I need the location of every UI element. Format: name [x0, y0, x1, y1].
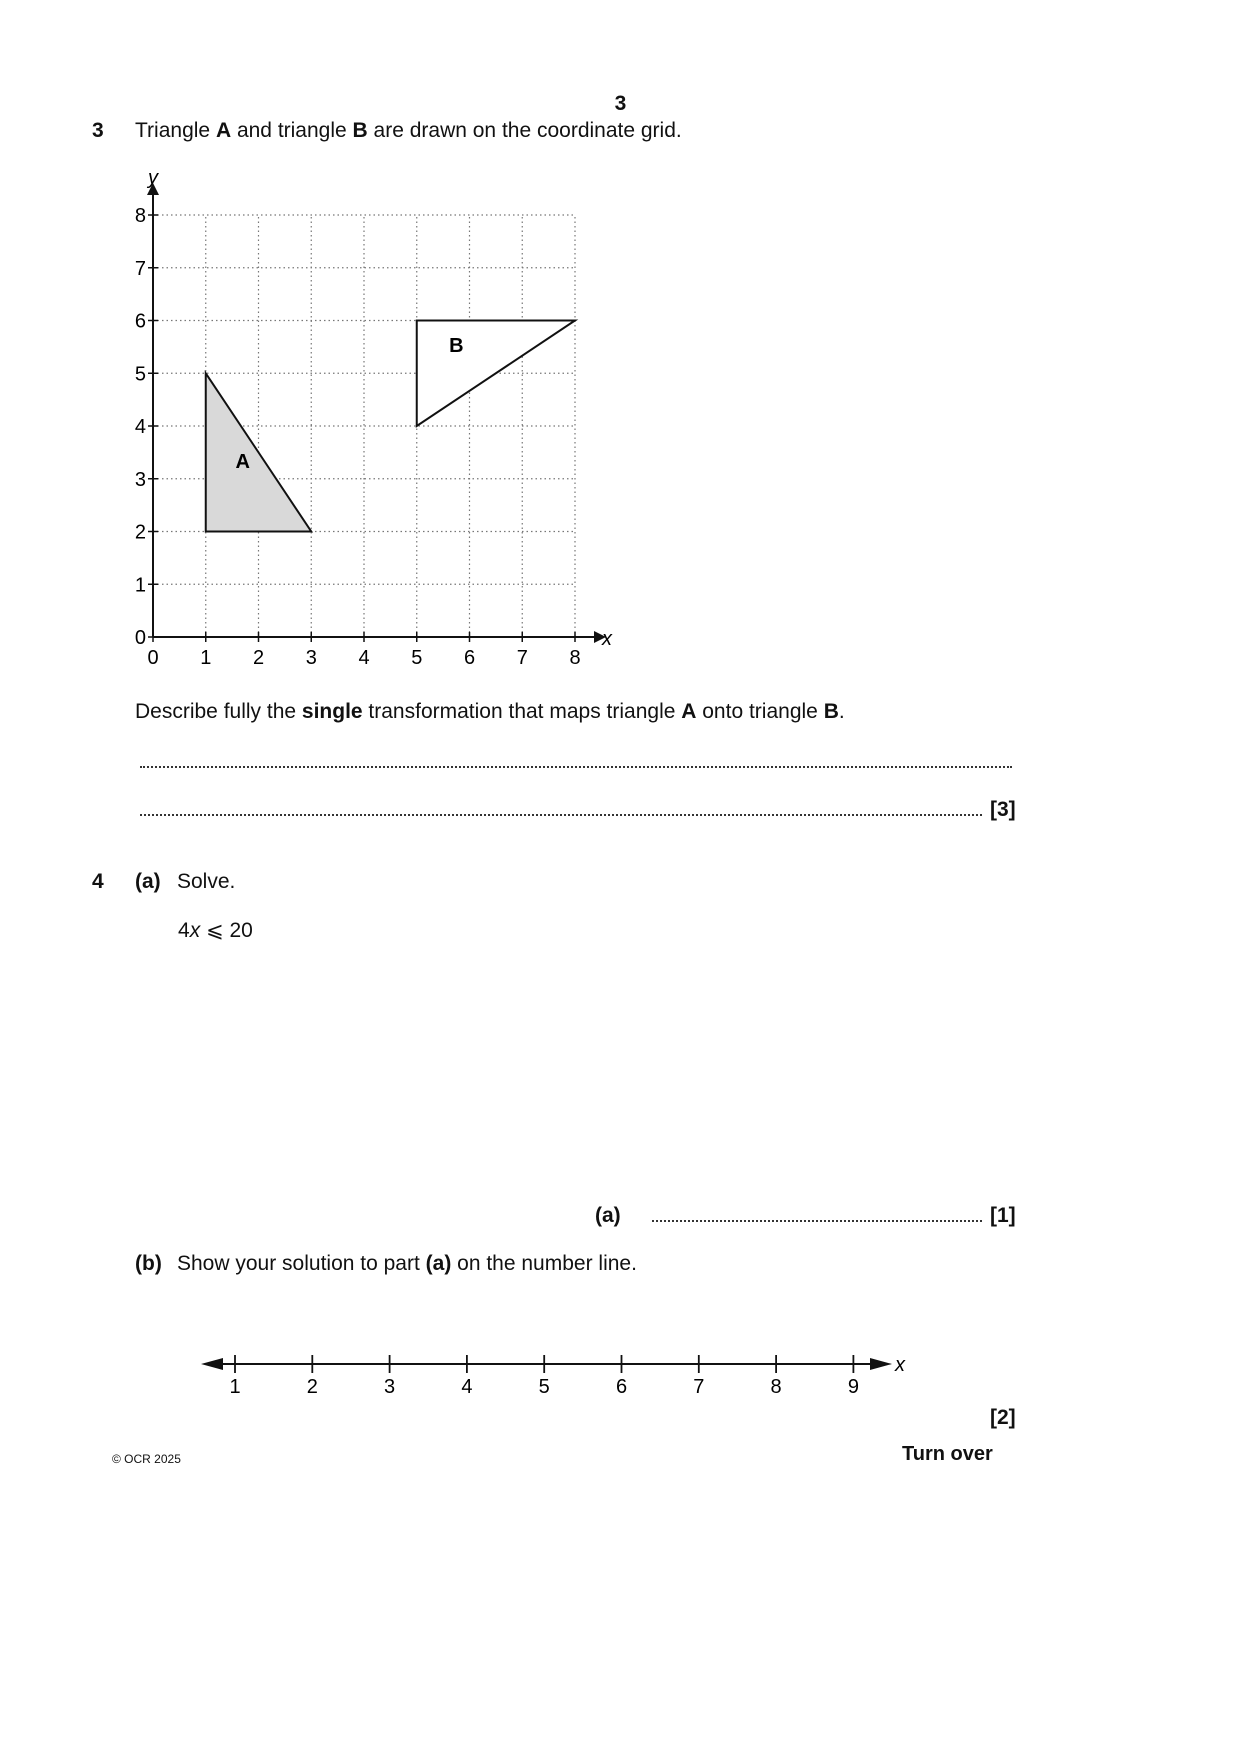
part-b-marks: [2]: [990, 1406, 1016, 1429]
question-3-marks: [3]: [990, 798, 1016, 821]
part-a-marks: [1]: [990, 1204, 1016, 1227]
y-tick-label: 2: [134, 521, 146, 544]
part-b-label: (b): [135, 1252, 162, 1275]
number-line-tick-label: 2: [306, 1376, 318, 1398]
x-tick-label: 6: [463, 647, 476, 669]
part-b-instruction: Show your solution to part (a) on the number line.: [177, 1252, 637, 1275]
number-line-tick-label: 9: [847, 1376, 859, 1398]
triangle-b: [417, 321, 575, 427]
number-line-tick-label: 5: [538, 1376, 550, 1398]
page-number: 3: [614, 92, 627, 115]
part-a-instruction: Solve.: [177, 870, 236, 893]
number-line-left-arrow: [201, 1358, 223, 1370]
number-line-tick-label: 8: [770, 1376, 782, 1398]
question-3-intro: Triangle A and triangle B are drawn on the coordinate grid.: [135, 119, 682, 142]
answer-a-label: (a): [595, 1204, 621, 1227]
y-tick-label: 0: [134, 627, 146, 649]
copyright: © OCR 2025: [112, 1452, 181, 1466]
x-tick-label: 8: [569, 647, 581, 669]
number-line-tick-label: 4: [461, 1376, 473, 1398]
number-line-right-arrow: [870, 1358, 892, 1370]
y-tick-label: 1: [134, 574, 146, 597]
x-tick-label: 0: [147, 647, 159, 669]
y-tick-label: 4: [134, 416, 146, 438]
number-line-tick-label: 6: [615, 1376, 628, 1398]
turn-over: Turn over: [902, 1443, 993, 1465]
answer-line-4a[interactable]: [652, 1220, 982, 1222]
question-4-number: 4: [92, 870, 104, 893]
inequality-expression: 4x ⩽ 20: [178, 919, 253, 942]
y-tick-label: 7: [134, 257, 146, 280]
x-tick-label: 5: [411, 647, 423, 669]
x-axis-label: x: [602, 628, 612, 650]
answer-line-3-1[interactable]: [140, 766, 1012, 768]
x-tick-label: 1: [200, 647, 212, 669]
y-tick-label: 5: [134, 363, 146, 386]
triangle-a-label: A: [235, 451, 250, 474]
y-axis-label: y: [148, 167, 158, 189]
part-a-label: (a): [135, 870, 161, 893]
number-line-tick-label: 7: [693, 1376, 705, 1398]
x-tick-label: 3: [305, 647, 317, 669]
coordinate-grid: [120, 160, 640, 680]
question-3-prompt: Describe fully the single transformation that maps triangle A onto triangle B.: [135, 700, 845, 723]
number-line-label: x: [895, 1354, 905, 1376]
triangle-a: [206, 373, 312, 531]
number-line-ticks: [229, 1355, 859, 1398]
x-tick-label: 2: [252, 647, 265, 669]
y-tick-label: 3: [134, 468, 146, 491]
tick-labels: [135, 205, 581, 669]
triangle-b-label: B: [449, 335, 464, 358]
x-tick-label: 7: [516, 647, 528, 669]
number-line-tick-label: 3: [384, 1376, 396, 1398]
x-tick-label: 4: [358, 647, 370, 669]
number-line-tick-label: 1: [229, 1376, 241, 1398]
question-3-number: 3: [92, 119, 104, 142]
y-tick-label: 8: [134, 205, 146, 227]
y-tick-label: 6: [134, 310, 146, 333]
answer-line-3-2[interactable]: [140, 814, 982, 816]
number-line[interactable]: [195, 1345, 925, 1405]
